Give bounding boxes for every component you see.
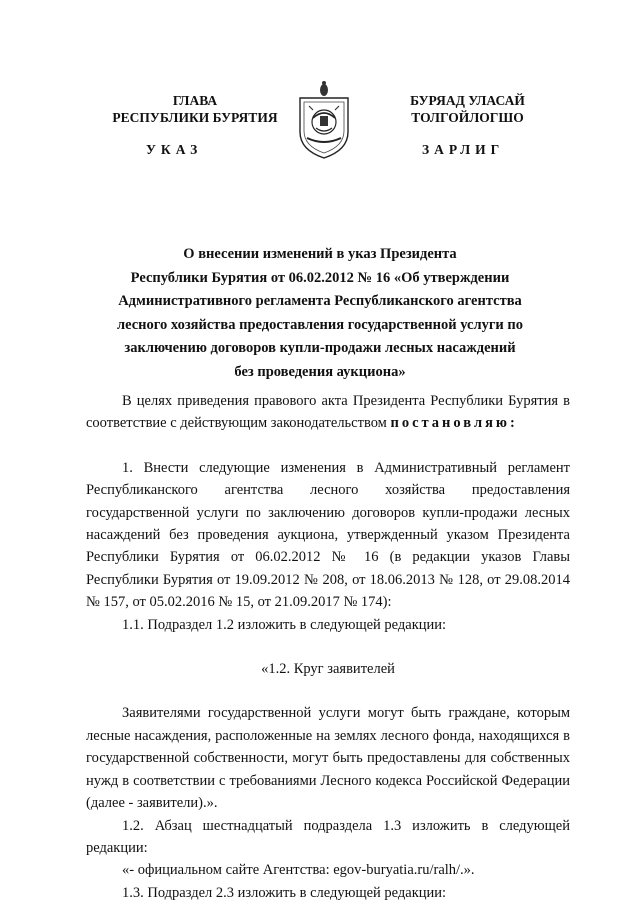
- section-heading: «1.2. Круг заявителей: [261, 661, 395, 678]
- preamble-paragraph: [86, 390, 570, 435]
- document-title: [90, 243, 550, 385]
- header-left-line1: ГЛАВА: [172, 93, 218, 108]
- applicants-paragraph: Заявителями государственной услуги могут быть граждане, которым лесные насаждения, расположенные на землях лесного фонда, находящихся в государственной собственности, могут быть предоставлены для собственных нужд в соответствии с требованиями Лесного кодекса Российской Федерации (далее - заявители).».: [86, 705, 570, 812]
- decree-label-left: УКАЗ: [146, 142, 203, 157]
- header-right-line1: БУРЯАД УЛАСАЙ: [410, 93, 525, 108]
- preamble-text: В целях приведения правового акта Президента Республики Бурятия в соответствие с действующим законодательством: [86, 393, 570, 432]
- title-line: заключению договоров купли-продажи лесных насаждений: [124, 340, 516, 357]
- title-line: Административного регламента Республиканского агентства: [118, 293, 522, 310]
- paragraph-1-3: 1.3. Подраздел 2.3 изложить в следующей редакции:: [122, 884, 447, 901]
- paragraph-1: 1. Внести следующие изменения в Административный регламент Республиканского агентства лесного хозяйства предоставления государственной услуги по заключению договоров купли-продажи лесных насаждений без проведения аукциона, утвержденный указом Президента Республики Бурятия от 06.02.2012 № 16 (в редакции указов Главы Республики Бурятия от 19.09.2012 № 208, от 18.06.2013 № 128, от 29.08.2014 № 157, от 05.02.2016 № 15, от 21.09.2017 № 174):: [86, 459, 570, 611]
- title-line: без проведения аукциона»: [234, 363, 406, 380]
- paragraph-1-2: 1.2. Абзац шестнадцатый подраздела 1.3 изложить в следующей редакции:: [86, 817, 570, 856]
- coat-of-arms-emblem: [295, 80, 353, 160]
- resolve-word: постановляю:: [390, 415, 518, 432]
- website-paragraph: «- официальном сайте Агентства: egov-buryatia.ru/ralh/.».: [122, 862, 475, 879]
- header-left-line2: РЕСПУБЛИКИ БУРЯТИЯ: [112, 110, 278, 125]
- header-right: [380, 92, 555, 126]
- header-left: [100, 92, 290, 126]
- paragraph-1-1: 1.1. Подраздел 1.2 изложить в следующей редакции:: [122, 616, 447, 633]
- header-right-line2: ТОЛГОЙЛОГШО: [411, 110, 524, 125]
- title-line: О внесении изменений в указ Президента: [183, 246, 457, 262]
- title-line: Республики Бурятия от 06.02.2012 № 16 «Об утверждении: [130, 269, 510, 286]
- title-line: лесного хозяйства предоставления государственной услуги по: [116, 316, 523, 333]
- decree-label-right: ЗАРЛИГ: [422, 142, 505, 157]
- document-body: [86, 390, 570, 904]
